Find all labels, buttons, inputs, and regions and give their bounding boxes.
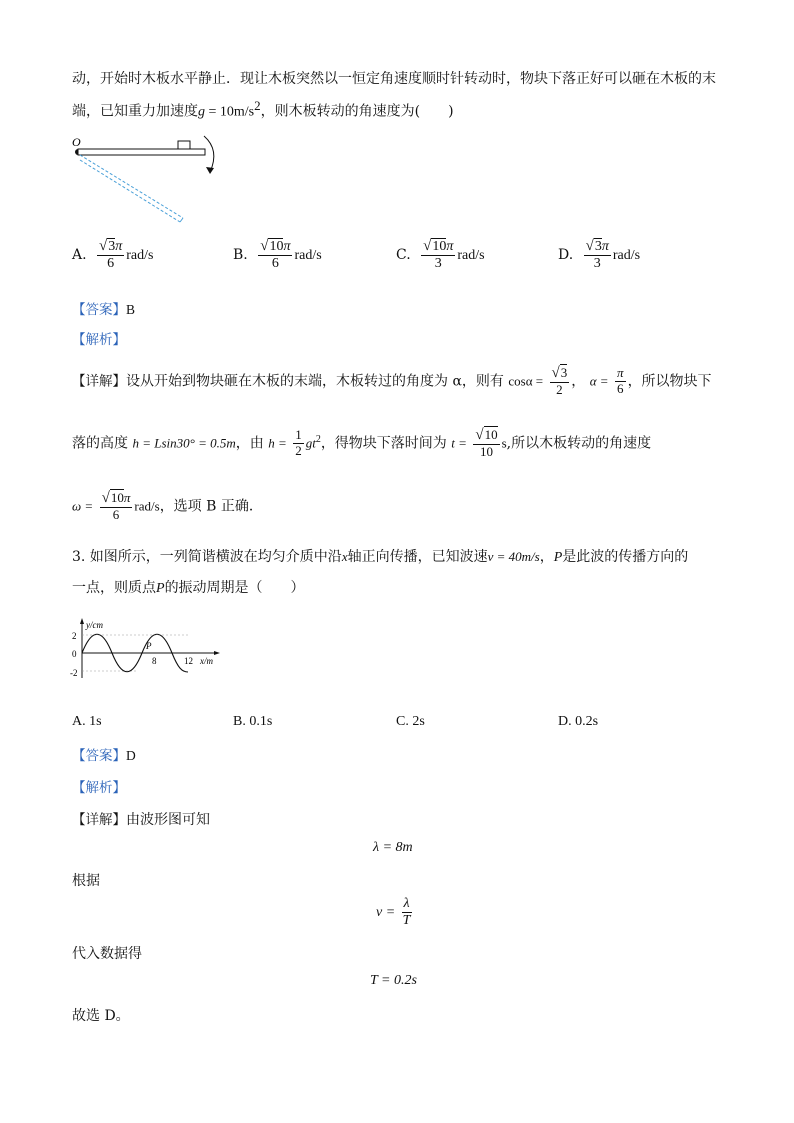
q2-detail-line1: 【详解】设从开始到物块砸在木板的末端，木板转过的角度为 α，则有 cosα = $\frac{√3}{2}$ ， α = $\frac{\pi}{6}$ ，所以物块下 xyxy=(72,365,712,398)
y-tick-2: 2 xyxy=(72,631,77,641)
option-d: D. $\frac{√3\pi}{3}$ rad/s xyxy=(558,238,641,272)
option-b: B. $\frac{√10\pi}{6}$ rad/s xyxy=(233,238,322,272)
board-horizontal xyxy=(78,149,205,155)
q2-text-line2: 端，已知重力加速度$g = 10m/s^2$，则木板转动的角速度为( ) xyxy=(72,98,454,120)
arrow-head xyxy=(206,167,214,174)
block xyxy=(178,141,190,149)
y-axis-label: y/cm xyxy=(86,620,103,630)
option-c: C. $\frac{√10\pi}{3}$ rad/s xyxy=(396,238,485,272)
board-rotated-edge-2 xyxy=(80,160,180,222)
q3-answer: 【答案】D xyxy=(72,748,136,764)
substitute-label: 代入数据得 xyxy=(72,946,142,962)
q2-detail-line3: ω = $\frac{√10\pi}{6}$ rad/s，选项 B 正确． xyxy=(72,490,263,523)
q2-analysis-tag: 【解析】 xyxy=(72,332,126,348)
pivot-label: O xyxy=(72,135,81,149)
eq-period: T = 0.2s xyxy=(370,973,417,988)
y-axis-arrow xyxy=(80,618,84,624)
q3-text-line1: 3. 如图所示，一列简谐横波在均匀介质中沿x轴正向传播，已知波速v = 40m/s，P是此波的传播方向的 xyxy=(72,549,689,565)
board-rotated-end xyxy=(180,218,183,222)
q3-option-b: B. 0.1s xyxy=(233,714,273,729)
y-tick-neg2: -2 xyxy=(70,668,78,678)
y-tick-0: 0 xyxy=(72,649,77,659)
x-axis-arrow xyxy=(214,651,220,655)
x-axis-label: x/m xyxy=(200,656,213,666)
q3-analysis-tag: 【解析】 xyxy=(72,780,126,796)
q3-text-line2: 一点，则质点P的振动周期是（ ） xyxy=(72,580,305,596)
point-p-label: P xyxy=(146,641,152,651)
q3-detail-line: 【详解】由波形图可知 xyxy=(72,812,210,828)
q2-answer: 【答案】B xyxy=(72,302,136,318)
option-a: A. $\frac{√3\pi}{6}$ rad/s xyxy=(72,238,154,272)
x-tick-8: 8 xyxy=(152,656,157,666)
conclusion: 故选 D。 xyxy=(72,1008,130,1024)
board-rotated-edge-1 xyxy=(80,155,183,218)
q3-option-d: D. 0.2s xyxy=(558,714,599,729)
eq-wavelength: λ = 8m xyxy=(373,840,413,855)
q2-text-line1: 动，开始时木板水平静止．现让木板突然以一恒定角速度顺时针转动时，物块下落正好可以砸在木板的末 xyxy=(72,71,716,87)
x-tick-12: 12 xyxy=(184,656,193,666)
wave-figure xyxy=(68,616,228,684)
q3-option-c: C. 2s xyxy=(396,714,425,729)
board-rotation-figure xyxy=(68,132,228,226)
q2-detail-line2: 落的高度 h = Lsin30° = 0.5m，由 h = $\frac{1}{2}$ $gt^2$，得物块下落时间为 t = $\frac{√10}{10}$ s,所以木板转动的角速度 xyxy=(72,427,652,460)
eq-velocity: v = $\frac{\lambda}{T}$ xyxy=(376,896,411,929)
q3-option-a: A. 1s xyxy=(72,714,102,729)
basis-label: 根据 xyxy=(72,873,100,889)
